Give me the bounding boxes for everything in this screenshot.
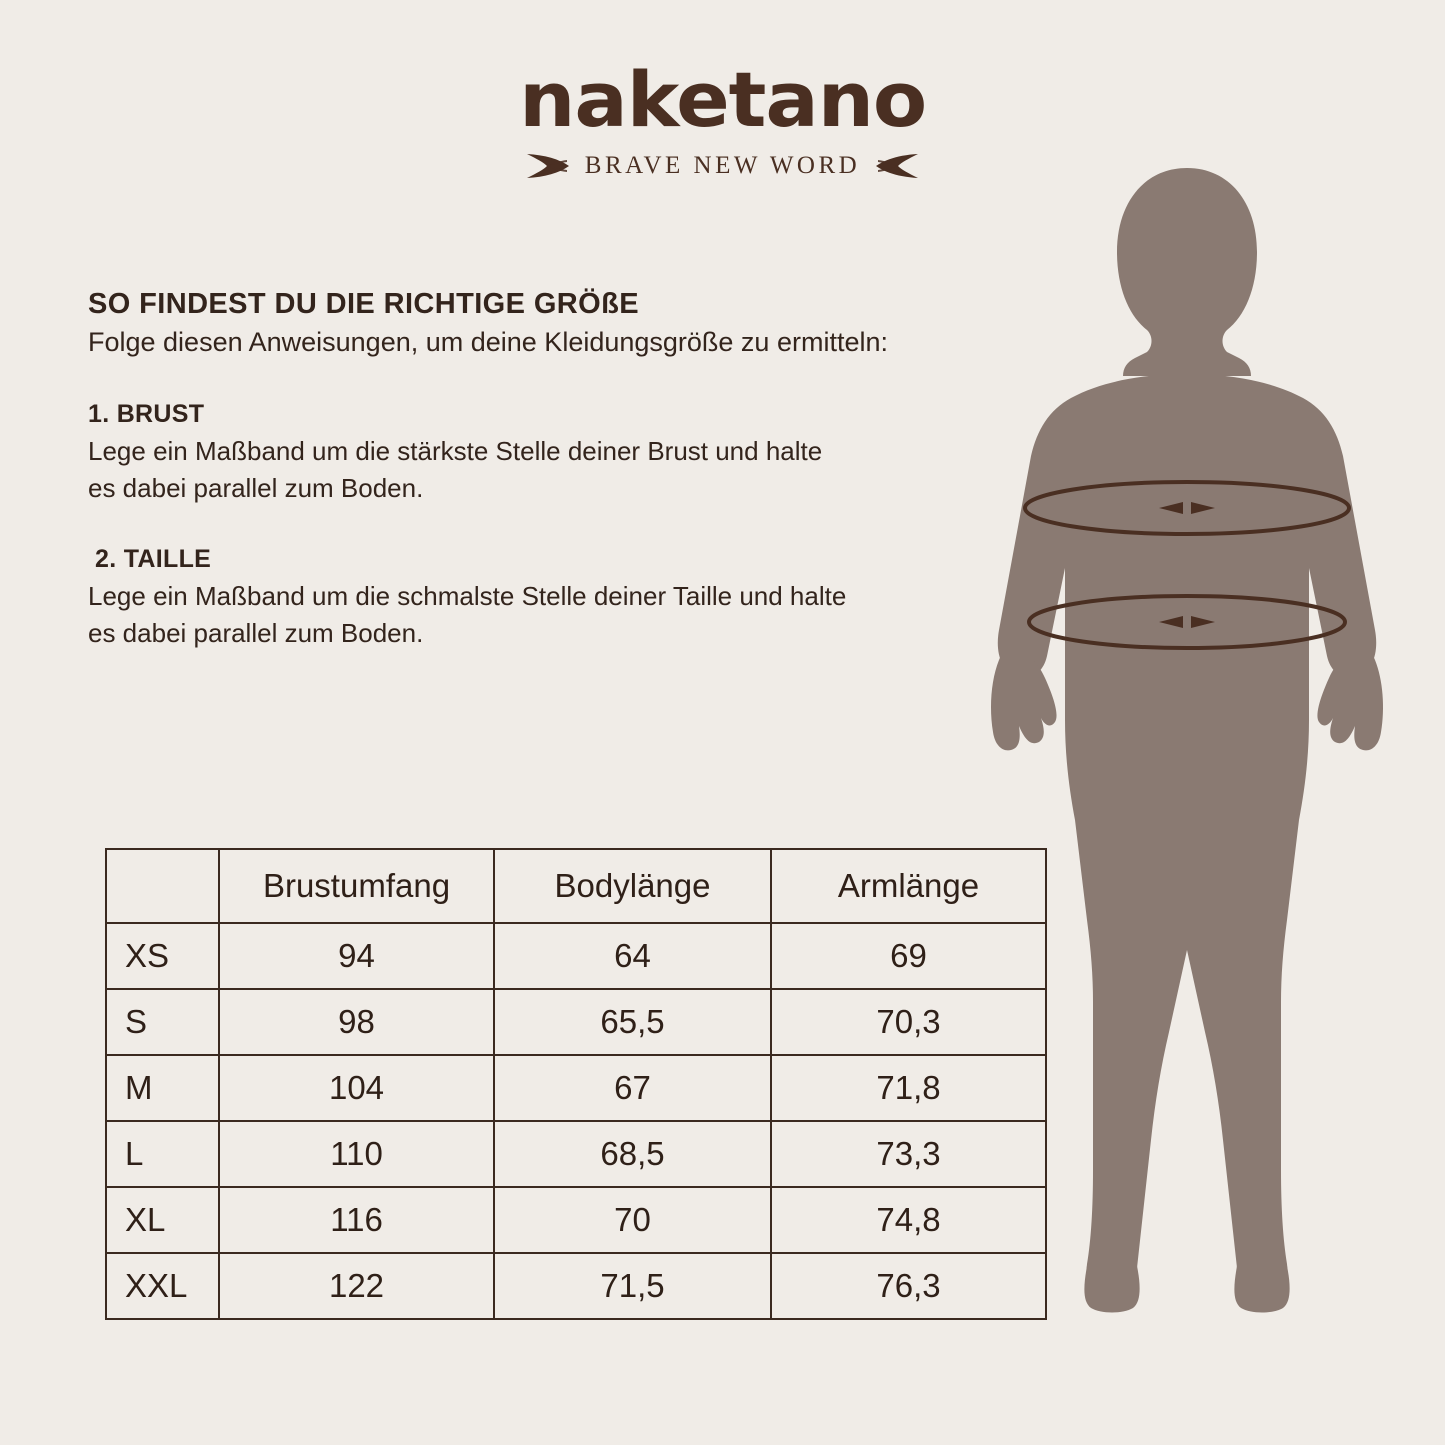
page-title: SO FINDEST DU DIE RICHTIGE GRÖßE [88, 288, 639, 320]
step-brust [88, 400, 968, 507]
step-brust-line2: es dabei parallel zum Boden. [88, 472, 424, 503]
cell-bodylaenge: 70 [494, 1187, 771, 1253]
cell-armlaenge: 74,8 [771, 1187, 1046, 1253]
table-row [106, 1121, 1046, 1187]
flourish-left-icon [523, 153, 571, 179]
brand-tagline: BRAVE NEW WORD [584, 152, 861, 179]
step-brust-title: 1. BRUST [88, 400, 205, 428]
step-taille-line1: Lege ein Maßband um die schmalste Stelle deiner Taille und halte [88, 580, 847, 611]
cell-brustumfang: 104 [219, 1055, 494, 1121]
cell-size: XS [106, 923, 219, 989]
cell-bodylaenge: 64 [494, 923, 771, 989]
cell-bodylaenge: 67 [494, 1055, 771, 1121]
step-taille-body [88, 578, 968, 652]
table-row [106, 1187, 1046, 1253]
instructions-intro: Folge diesen Anweisungen, um deine Kleidungsgröße zu ermitteln: [88, 327, 888, 357]
table-header-brustumfang: Brustumfang [219, 849, 494, 923]
cell-size: L [106, 1121, 219, 1187]
step-taille-title: 2. TAILLE [95, 544, 212, 573]
table-row [106, 1253, 1046, 1319]
table-header-size [106, 849, 219, 923]
step-brust-body [88, 433, 968, 507]
cell-size: M [106, 1055, 219, 1121]
cell-bodylaenge: 68,5 [494, 1121, 771, 1187]
table-header-row [106, 849, 1046, 923]
body-figure [987, 160, 1387, 1320]
table-header-bodylaenge: Bodylänge [494, 849, 771, 923]
cell-brustumfang: 94 [219, 923, 494, 989]
cell-bodylaenge: 65,5 [494, 989, 771, 1055]
table-row [106, 989, 1046, 1055]
cell-armlaenge: 71,8 [771, 1055, 1046, 1121]
cell-bodylaenge: 71,5 [494, 1253, 771, 1319]
table-row [106, 923, 1046, 989]
cell-brustumfang: 98 [219, 989, 494, 1055]
cell-armlaenge: 70,3 [771, 989, 1046, 1055]
male-body-silhouette-icon [987, 160, 1387, 1320]
cell-size: XL [106, 1187, 219, 1253]
step-brust-line1: Lege ein Maßband um die stärkste Stelle deiner Brust und halte [88, 436, 823, 466]
cell-size: XXL [106, 1253, 219, 1319]
cell-brustumfang: 122 [219, 1253, 494, 1319]
cell-armlaenge: 69 [771, 923, 1046, 989]
cell-brustumfang: 116 [219, 1187, 494, 1253]
cell-armlaenge: 73,3 [771, 1121, 1046, 1187]
step-taille-line2: es dabei parallel zum Boden. [88, 617, 424, 648]
cell-size: S [106, 989, 219, 1055]
size-chart-table [105, 848, 1047, 1320]
table-row [106, 1055, 1046, 1121]
cell-armlaenge: 76,3 [771, 1253, 1046, 1319]
table-header-armlaenge: Armlänge [771, 849, 1046, 923]
brand-wordmark: naketano [518, 55, 927, 144]
flourish-right-icon [874, 153, 922, 179]
cell-brustumfang: 110 [219, 1121, 494, 1187]
instructions-block [88, 288, 968, 690]
step-taille [88, 545, 968, 652]
